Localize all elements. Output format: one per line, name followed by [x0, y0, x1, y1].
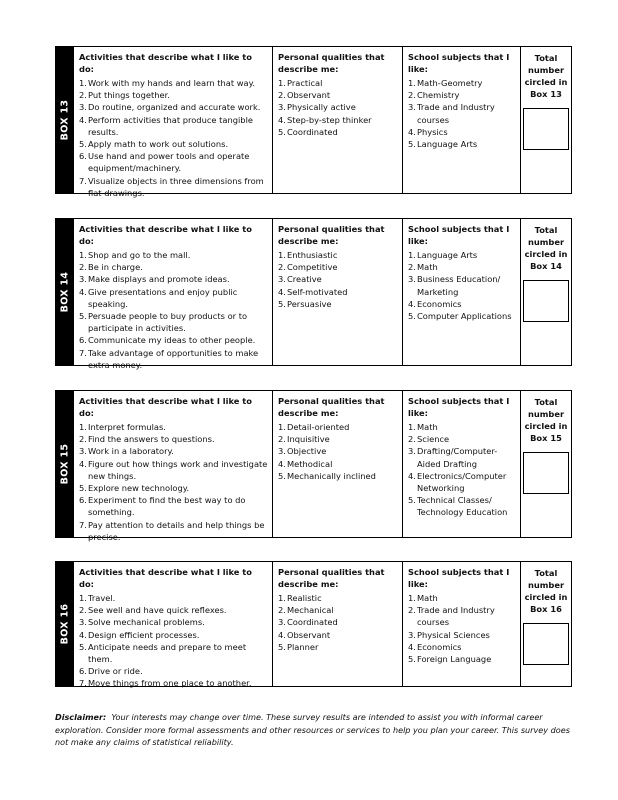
list-item — [408, 89, 516, 101]
list-item — [79, 334, 268, 346]
item-number: 4. — [408, 470, 416, 481]
box-16-subjects — [403, 562, 521, 686]
item-number: 6. — [79, 495, 87, 506]
total-entry-box[interactable] — [523, 452, 569, 494]
activities-list — [79, 592, 268, 690]
list-item — [408, 604, 516, 628]
item-number: 1. — [408, 78, 416, 88]
list-item — [79, 101, 268, 113]
subjects-heading: School subjects that I like: — [408, 396, 510, 418]
list-item — [278, 629, 398, 641]
box-14-total — [521, 219, 571, 365]
item-text: Enthusiastic — [287, 250, 338, 260]
item-number: 6. — [79, 666, 87, 677]
item-number: 5. — [408, 311, 416, 322]
box-14-activities — [74, 219, 273, 370]
item-number: 5. — [278, 641, 286, 652]
box-13-total — [521, 47, 571, 193]
item-number: 5. — [79, 311, 87, 322]
activities-heading: Activities that describe what I like to do: — [79, 567, 252, 589]
list-item — [408, 445, 516, 469]
box-16-qualities — [273, 562, 403, 686]
list-item — [278, 445, 398, 457]
item-text: Planner — [287, 641, 319, 652]
item-text: See well and have quick reflexes. — [88, 605, 227, 616]
list-item — [278, 298, 398, 310]
item-text: Math — [417, 262, 438, 273]
list-item — [278, 616, 398, 628]
item-text: Figure out how things work and investigate new things. — [88, 458, 268, 481]
item-number: 1. — [408, 593, 416, 603]
qualities-list — [278, 592, 398, 653]
item-number: 3. — [79, 617, 87, 628]
list-item — [408, 126, 516, 138]
item-number: 3. — [79, 102, 87, 113]
qualities-list — [278, 77, 398, 138]
item-number: 2. — [278, 90, 286, 101]
activities-list — [79, 249, 268, 371]
item-text: Solve mechanical problems. — [88, 617, 205, 628]
total-heading: Total number circled in Box 14 — [524, 225, 568, 271]
list-item — [79, 310, 268, 334]
item-text: Language Arts — [417, 250, 478, 260]
item-number: 4. — [79, 286, 87, 297]
item-number: 3. — [278, 617, 286, 628]
list-item — [408, 273, 516, 297]
box-15-subjects — [403, 391, 521, 537]
list-item — [408, 653, 516, 665]
item-text: Physically active — [287, 102, 356, 113]
list-item — [79, 249, 268, 261]
item-text: Put things together. — [88, 90, 170, 101]
list-item — [79, 421, 268, 433]
list-item — [79, 458, 268, 482]
list-item — [408, 101, 516, 125]
item-number: 7. — [79, 175, 87, 186]
item-text: Use hand and power tools and operate equipment/machinery. — [88, 151, 250, 174]
item-text: Explore new technology. — [88, 483, 190, 494]
item-number: 1. — [79, 78, 87, 88]
list-item — [79, 138, 268, 150]
list-item — [79, 175, 268, 199]
item-text: Competitive — [287, 262, 338, 273]
item-number: 5. — [408, 139, 416, 150]
item-text: Trade and Industry courses — [417, 605, 495, 628]
item-text: Physics — [417, 126, 448, 137]
list-item — [408, 592, 516, 604]
box-15-total — [521, 391, 571, 537]
box-16 — [55, 561, 572, 687]
item-number: 5. — [79, 641, 87, 652]
item-number: 5. — [278, 126, 286, 137]
item-number: 2. — [408, 434, 416, 445]
item-number: 1. — [278, 593, 286, 603]
list-item — [408, 249, 516, 261]
item-text: Apply math to work out solutions. — [88, 139, 229, 150]
list-item — [79, 347, 268, 371]
item-text: Give presentations and enjoy public speaking. — [88, 286, 238, 309]
item-text: Perform activities that produce tangible results. — [88, 114, 253, 137]
item-number: 3. — [79, 446, 87, 457]
item-text: Creative — [287, 274, 322, 285]
list-item — [79, 482, 268, 494]
item-number: 1. — [278, 422, 286, 432]
item-text: Realistic — [287, 593, 322, 603]
item-text: Math-Geometry — [417, 78, 483, 88]
list-item — [278, 249, 398, 261]
item-number: 6. — [79, 151, 87, 162]
subjects-list — [408, 421, 516, 519]
item-number: 5. — [408, 654, 416, 665]
box-15-activities — [74, 391, 273, 542]
list-item — [79, 273, 268, 285]
subjects-list — [408, 249, 516, 322]
list-item — [408, 310, 516, 322]
item-text: Computer Applications — [417, 311, 512, 322]
item-text: Science — [417, 434, 450, 445]
list-item — [278, 101, 398, 113]
qualities-heading: Personal qualities that describe me: — [278, 224, 385, 246]
item-text: Language Arts — [417, 139, 478, 150]
list-item — [278, 114, 398, 126]
qualities-list — [278, 421, 398, 482]
item-text: Detail-oriented — [287, 422, 350, 432]
item-number: 2. — [79, 434, 87, 445]
item-text: Experiment to find the best way to do something. — [88, 495, 246, 518]
item-text: Move things from one place to another. — [88, 678, 252, 689]
item-number: 5. — [79, 139, 87, 150]
qualities-heading: Personal qualities that describe me: — [278, 52, 385, 74]
qualities-heading: Personal qualities that describe me: — [278, 396, 385, 418]
total-entry-box[interactable] — [523, 280, 569, 322]
item-number: 2. — [278, 605, 286, 616]
item-text: Self-motivated — [287, 286, 348, 297]
item-text: Persuade people to buy products or to participate in activities. — [88, 311, 248, 334]
activities-heading: Activities that describe what I like to do: — [79, 224, 252, 246]
item-text: Math — [417, 593, 438, 603]
item-number: 3. — [278, 446, 286, 457]
list-item — [408, 77, 516, 89]
item-text: Design efficient processes. — [88, 629, 200, 640]
item-number: 4. — [408, 298, 416, 309]
item-text: Mechanically inclined — [287, 470, 376, 481]
item-text: Step-by-step thinker — [287, 114, 372, 125]
item-text: Mechanical — [287, 605, 334, 616]
item-number: 3. — [408, 102, 416, 113]
item-number: 1. — [79, 593, 87, 603]
box-16-tab — [56, 562, 74, 686]
list-item — [79, 592, 268, 604]
box-14-tab — [56, 219, 74, 365]
subjects-list — [408, 592, 516, 665]
item-text: Pay attention to details and help things be precise. — [88, 519, 265, 542]
item-number: 2. — [79, 90, 87, 101]
item-number: 7. — [79, 347, 87, 358]
item-text: Economics — [417, 298, 462, 309]
item-number: 1. — [408, 422, 416, 432]
item-number: 1. — [79, 422, 87, 432]
item-number: 4. — [79, 458, 87, 469]
box-13 — [55, 46, 572, 198]
item-number: 4. — [408, 641, 416, 652]
subjects-list — [408, 77, 516, 150]
item-text: Economics — [417, 641, 462, 652]
list-item — [278, 261, 398, 273]
box-16-total — [521, 562, 571, 686]
item-number: 3. — [278, 274, 286, 285]
item-number: 5. — [79, 483, 87, 494]
list-item — [408, 421, 516, 433]
list-item — [79, 629, 268, 641]
activities-heading: Activities that describe what I like to do: — [79, 52, 252, 74]
total-heading: Total number circled in Box 15 — [524, 397, 568, 443]
total-heading: Total number circled in Box 13 — [524, 53, 568, 99]
item-text: Objective — [287, 446, 327, 457]
item-number: 3. — [408, 446, 416, 457]
item-text: Chemistry — [417, 90, 460, 101]
item-text: Inquisitive — [287, 434, 330, 445]
subjects-heading: School subjects that I like: — [408, 224, 510, 246]
item-number: 7. — [79, 678, 87, 689]
item-text: Work in a laboratory. — [88, 446, 174, 457]
list-item — [408, 629, 516, 641]
list-item — [408, 494, 516, 518]
subjects-heading: School subjects that I like: — [408, 52, 510, 74]
list-item — [79, 665, 268, 677]
item-number: 1. — [278, 250, 286, 260]
item-number: 2. — [278, 262, 286, 273]
item-number: 3. — [278, 102, 286, 113]
total-entry-box[interactable] — [523, 623, 569, 665]
item-text: Take advantage of opportunities to make extra money. — [88, 347, 259, 370]
item-text: Physical Sciences — [417, 629, 490, 640]
list-item — [79, 433, 268, 445]
item-text: Drive or ride. — [88, 666, 143, 677]
item-text: Drafting/Computer-Aided Drafting — [417, 446, 498, 469]
list-item — [278, 126, 398, 138]
list-item — [408, 470, 516, 494]
activities-list — [79, 421, 268, 543]
box-14 — [55, 218, 572, 370]
item-number: 4. — [278, 114, 286, 125]
list-item — [278, 421, 398, 433]
list-item — [408, 433, 516, 445]
item-number: 4. — [278, 629, 286, 640]
box-13-tab — [56, 47, 74, 193]
list-item — [278, 433, 398, 445]
list-item — [408, 641, 516, 653]
list-item — [278, 458, 398, 470]
box-15-label: BOX 15 — [59, 443, 71, 485]
subjects-heading: School subjects that I like: — [408, 567, 510, 589]
item-text: Methodical — [287, 458, 333, 469]
box-13-activities — [74, 47, 273, 198]
list-item — [408, 261, 516, 273]
item-number: 2. — [278, 434, 286, 445]
box-13-subjects — [403, 47, 521, 193]
box-16-label: BOX 16 — [59, 603, 71, 645]
item-text: Observant — [287, 90, 331, 101]
list-item — [79, 641, 268, 665]
item-text: Technical Classes/ Technology Education — [417, 495, 508, 518]
item-text: Do routine, organized and accurate work. — [88, 102, 261, 113]
box-14-qualities — [273, 219, 403, 365]
disclaimer-label: Disclaimer: — [55, 712, 107, 722]
item-number: 2. — [408, 90, 416, 101]
item-number: 6. — [79, 335, 87, 346]
item-text: Trade and Industry courses — [417, 102, 495, 125]
item-number: 2. — [408, 605, 416, 616]
item-number: 1. — [79, 250, 87, 260]
list-item — [79, 445, 268, 457]
item-number: 5. — [278, 470, 286, 481]
list-item — [79, 286, 268, 310]
item-text: Coordinated — [287, 126, 338, 137]
item-number: 2. — [79, 262, 87, 273]
box-15-qualities — [273, 391, 403, 537]
disclaimer — [55, 711, 575, 749]
list-item — [79, 494, 268, 518]
item-text: Foreign Language — [417, 654, 492, 665]
item-text: Visualize objects in three dimensions from flat drawings. — [88, 175, 264, 198]
item-number: 4. — [278, 286, 286, 297]
box-16-activities — [74, 562, 273, 689]
item-number: 2. — [408, 262, 416, 273]
list-item — [79, 616, 268, 628]
list-item — [79, 89, 268, 101]
list-item — [79, 604, 268, 616]
box-15-tab — [56, 391, 74, 537]
activities-list — [79, 77, 268, 199]
list-item — [79, 519, 268, 543]
item-number: 3. — [408, 629, 416, 640]
list-item — [278, 286, 398, 298]
item-number: 5. — [278, 298, 286, 309]
list-item — [278, 273, 398, 285]
list-item — [408, 298, 516, 310]
list-item — [79, 77, 268, 89]
box-13-qualities — [273, 47, 403, 193]
item-number: 4. — [79, 114, 87, 125]
list-item — [278, 592, 398, 604]
list-item — [278, 470, 398, 482]
list-item — [79, 114, 268, 138]
item-text: Electronics/Computer Networking — [417, 470, 507, 494]
item-text: Persuasive — [287, 298, 332, 309]
item-text: Practical — [287, 78, 323, 88]
box-14-label: BOX 14 — [59, 271, 71, 313]
list-item — [278, 77, 398, 89]
item-text: Shop and go to the mall. — [88, 250, 191, 260]
box-14-subjects — [403, 219, 521, 365]
item-number: 3. — [79, 274, 87, 285]
item-number: 2. — [79, 605, 87, 616]
item-text: Travel. — [88, 593, 116, 603]
activities-heading: Activities that describe what I like to do: — [79, 396, 252, 418]
qualities-list — [278, 249, 398, 310]
list-item — [79, 261, 268, 273]
item-text: Find the answers to questions. — [88, 434, 215, 445]
item-number: 5. — [408, 495, 416, 506]
item-text: Communicate my ideas to other people. — [88, 335, 256, 346]
list-item — [79, 677, 268, 689]
item-number: 4. — [408, 126, 416, 137]
item-number: 3. — [408, 274, 416, 285]
item-number: 4. — [79, 629, 87, 640]
list-item — [278, 89, 398, 101]
item-text: Math — [417, 422, 438, 432]
list-item — [278, 641, 398, 653]
disclaimer-text: Your interests may change over time. These survey results are intended to assist you with informal career exploration. Consider more formal assessments and other resources or services to help you plan your career. This survey does not make any claims of statistical reliability. — [55, 712, 570, 748]
item-number: 4. — [278, 458, 286, 469]
item-text: Coordinated — [287, 617, 338, 628]
item-text: Be in charge. — [88, 262, 143, 273]
item-text: Anticipate needs and prepare to meet them. — [88, 641, 247, 665]
item-text: Business Education/ Marketing — [417, 274, 501, 297]
item-text: Observant — [287, 629, 331, 640]
list-item — [408, 138, 516, 150]
item-text: Interpret formulas. — [88, 422, 166, 432]
box-13-label: BOX 13 — [59, 99, 71, 141]
item-number: 7. — [79, 519, 87, 530]
list-item — [79, 150, 268, 174]
item-text: Make displays and promote ideas. — [88, 274, 230, 285]
item-text: Work with my hands and learn that way. — [88, 78, 255, 88]
item-number: 1. — [408, 250, 416, 260]
box-15 — [55, 390, 572, 542]
list-item — [278, 604, 398, 616]
item-number: 1. — [278, 78, 286, 88]
qualities-heading: Personal qualities that describe me: — [278, 567, 385, 589]
total-heading: Total number circled in Box 16 — [524, 568, 568, 614]
total-entry-box[interactable] — [523, 108, 569, 150]
